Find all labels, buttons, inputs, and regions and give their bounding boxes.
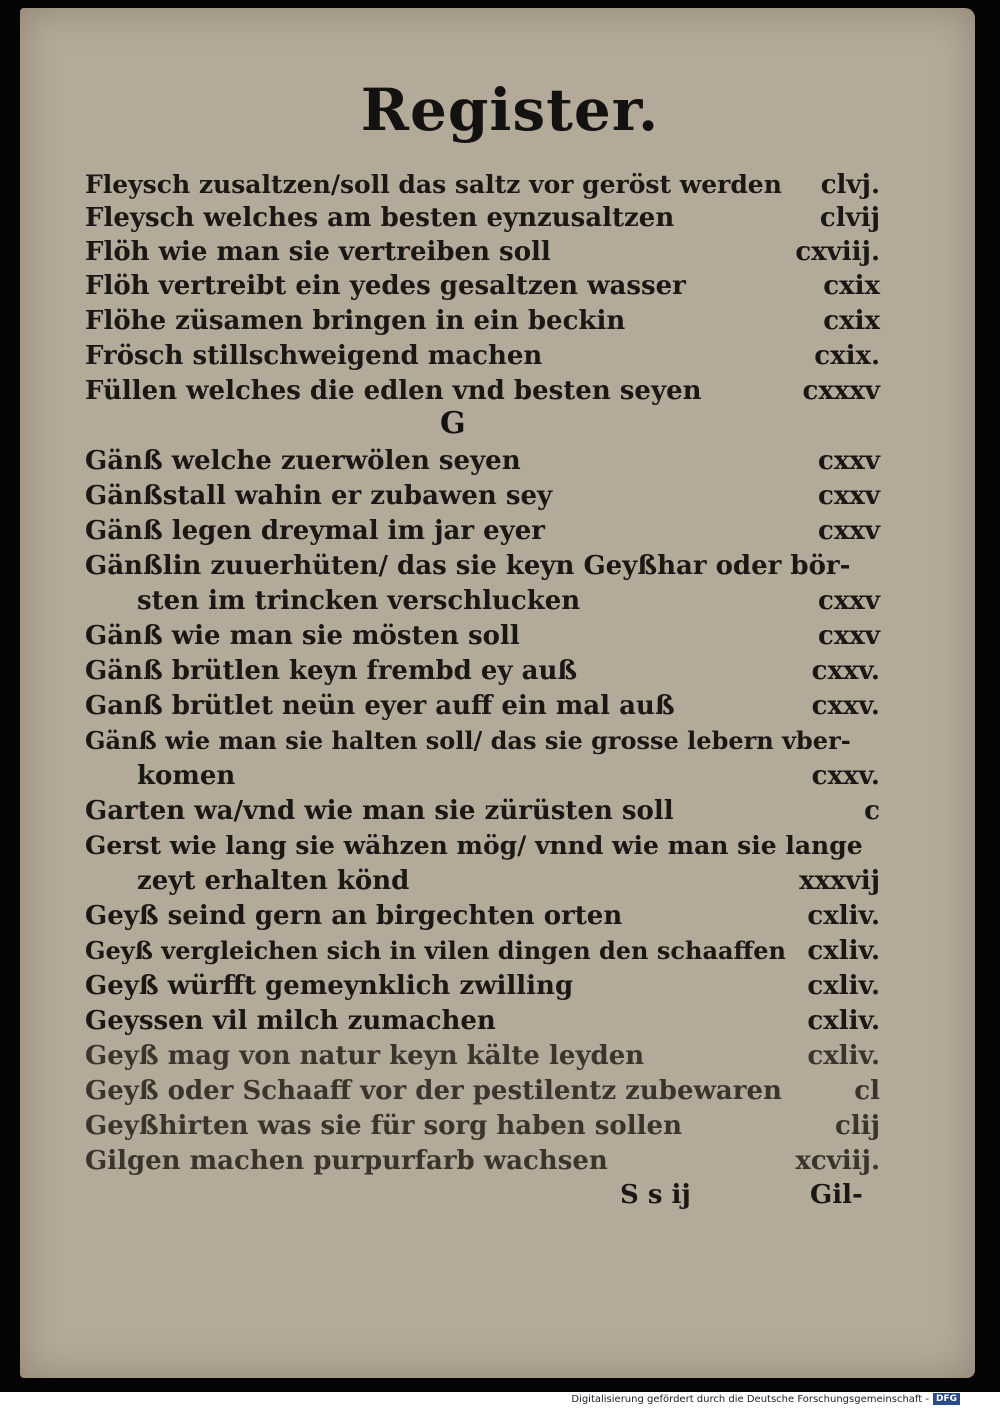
entry-term: Geyssen vil milch zumachen: [85, 1006, 496, 1036]
entry-folio: cxliv.: [807, 901, 880, 931]
entry-folio: cl: [854, 1076, 880, 1106]
register-entry: [85, 794, 880, 828]
catchword: Gil-: [810, 1180, 863, 1210]
register-entry: [85, 374, 880, 408]
entry-folio: cxliv.: [807, 1041, 880, 1071]
entry-term: Gänß welche zuerwölen seyen: [85, 446, 521, 476]
entry-folio: cxxv.: [811, 761, 880, 791]
entry-term: Geyß seind gern an birgechten orten: [85, 901, 623, 931]
entry-term: komen: [137, 761, 236, 791]
register-entry: [85, 829, 880, 863]
entry-folio: cxix: [823, 306, 880, 336]
register-entry: [85, 724, 880, 758]
entry-term: Geyß oder Schaaff vor der pestilentz zubewaren: [85, 1076, 782, 1106]
entry-term: Frösch stillschweigend machen: [85, 341, 543, 371]
entry-folio: cxliv.: [807, 936, 880, 966]
register-entry: [85, 304, 880, 338]
signature-mark: S s ij: [620, 1180, 691, 1210]
entry-term: Geyß mag von natur keyn kälte leyden: [85, 1041, 645, 1071]
entry-term: Gänß wie man sie mösten soll: [85, 621, 520, 651]
entry-folio: c: [864, 796, 880, 826]
entry-term: Fleysch welches am besten eynzusaltzen: [85, 203, 675, 233]
entry-folio: xxxvij: [799, 866, 880, 896]
entry-folio: cxxv: [818, 516, 880, 546]
entry-term: Gänß brütlen keyn frembd ey auß: [85, 656, 578, 686]
entry-term: Ganß brütlet neün eyer auff ein mal auß: [85, 691, 675, 721]
entry-term: Garten wa/vnd wie man sie zürüsten soll: [85, 796, 674, 826]
register-entry: [85, 1074, 880, 1108]
entry-term: Fleysch zusaltzen/soll das saltz vor geröst werden: [85, 170, 782, 199]
register-entry: [85, 444, 880, 478]
register-entry: [85, 584, 880, 618]
entry-folio: clij: [835, 1111, 880, 1141]
entry-term: Gänß wie man sie halten soll/ das sie grosse lebern vber-: [85, 726, 851, 755]
entry-folio: cxix.: [814, 341, 880, 371]
page-title: Register.: [360, 76, 660, 144]
footer-text: Digitalisierung gefördert durch die Deutsche Forschungsgemeinschaft -: [571, 1393, 929, 1405]
section-heading: G: [440, 406, 466, 441]
entry-folio: cxxv.: [811, 691, 880, 721]
register-entry: [85, 969, 880, 1003]
entry-folio: cxxv.: [811, 656, 880, 686]
register-entry: [85, 1004, 880, 1038]
entry-folio: cxliv.: [807, 1006, 880, 1036]
entry-folio: cxxxv: [802, 376, 880, 406]
register-entry: [85, 759, 880, 793]
entry-folio: cxliv.: [807, 971, 880, 1001]
entry-term: sten im trincken verschlucken: [137, 586, 581, 616]
dfg-logo: DFG: [933, 1393, 960, 1405]
entry-term: zeyt erhalten könd: [137, 866, 410, 896]
register-entry: [85, 339, 880, 373]
entry-term: Gänßstall wahin er zubawen sey: [85, 481, 553, 511]
register-entry: [85, 864, 880, 898]
register-entry: [85, 1039, 880, 1073]
register-entry: [85, 168, 880, 202]
register-entry: [85, 235, 880, 269]
register-entry: [85, 201, 880, 235]
entry-folio: cxix: [823, 271, 880, 301]
register-entry: [85, 654, 880, 688]
register-entry: [85, 934, 880, 968]
entry-term: Gerst wie lang sie wähzen mög/ vnnd wie man sie lange: [85, 831, 863, 860]
entry-folio: cxxv: [818, 621, 880, 651]
entry-folio: cxxv: [818, 446, 880, 476]
register-entry: [85, 1109, 880, 1143]
register-entry: [85, 514, 880, 548]
register-entry: [85, 689, 880, 723]
footer-credit: [571, 1392, 960, 1406]
entry-term: Gänß legen dreymal im jar eyer: [85, 516, 546, 546]
entry-term: Geyß vergleichen sich in vilen dingen den schaaffen: [85, 936, 786, 965]
entry-term: Flöhe züsamen bringen in ein beckin: [85, 306, 626, 336]
entry-folio: clvij: [819, 203, 880, 233]
register-entry: [85, 1144, 880, 1178]
register-entry: [85, 619, 880, 653]
register-entry: [85, 899, 880, 933]
entry-term: Geyßhirten was sie für sorg haben sollen: [85, 1111, 682, 1141]
entry-term: Flöh wie man sie vertreiben soll: [85, 237, 551, 267]
entry-folio: cxviij.: [795, 237, 880, 267]
document-page: [20, 8, 975, 1378]
entry-term: Flöh vertreibt ein yedes gesaltzen wasser: [85, 271, 686, 301]
register-entry: [85, 269, 880, 303]
entry-folio: xcviij.: [795, 1146, 880, 1176]
entry-folio: cxxv: [818, 586, 880, 616]
register-entry: [85, 549, 880, 583]
register-entry: [85, 479, 880, 513]
entry-term: Füllen welches die edlen vnd besten seyen: [85, 376, 702, 406]
entry-folio: cxxv: [818, 481, 880, 511]
entry-term: Gilgen machen purpurfarb wachsen: [85, 1146, 608, 1176]
entry-term: Gänßlin zuuerhüten/ das sie keyn Geyßhar oder bör-: [85, 551, 851, 581]
entry-term: Geyß würfft gemeynklich zwilling: [85, 971, 574, 1001]
entry-folio: clvj.: [820, 170, 880, 200]
